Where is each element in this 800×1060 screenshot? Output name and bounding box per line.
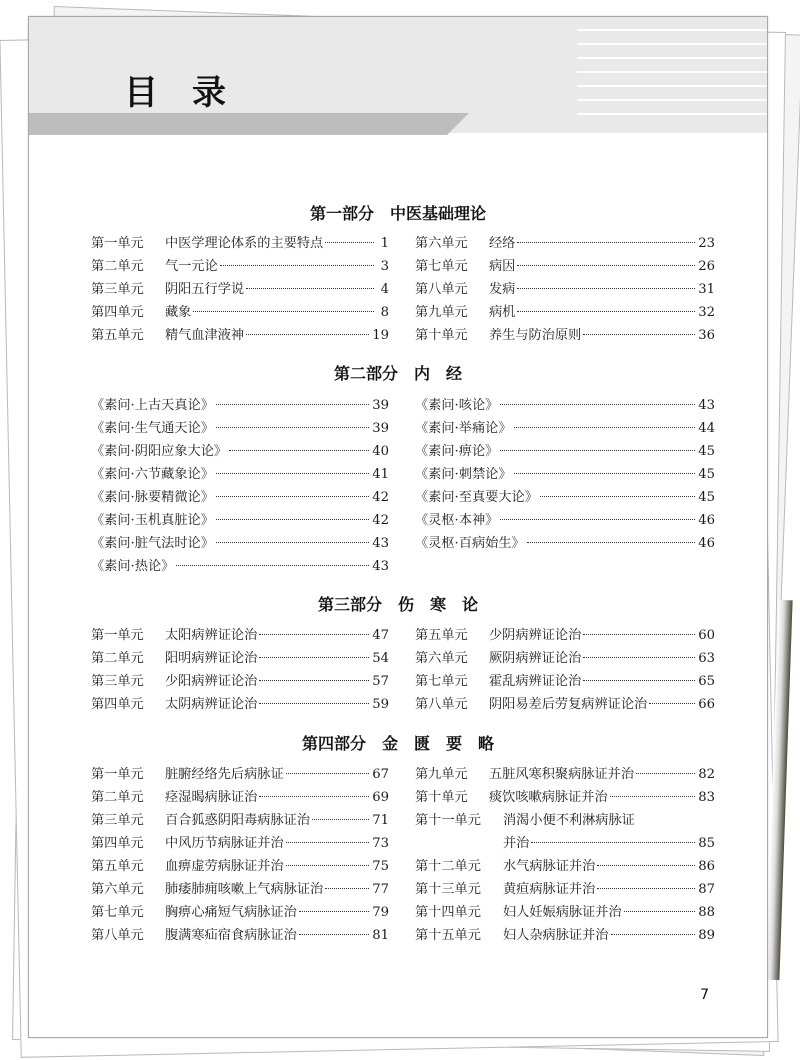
toc-entry[interactable] <box>415 278 715 301</box>
toc-entry[interactable] <box>415 763 715 786</box>
entry-page: 41 <box>372 467 389 482</box>
entry-title: 阳明病辨证论治 <box>165 651 258 666</box>
leader-dots <box>259 796 369 797</box>
entry-unit: 第五单元 <box>91 328 144 343</box>
leader-dots <box>193 311 374 312</box>
entry-title: 百合狐惑阴阳毒病脉证治 <box>165 813 311 828</box>
entry-unit: 第八单元 <box>91 928 144 943</box>
toc-entry[interactable] <box>91 509 389 532</box>
leader-dots <box>216 404 369 405</box>
toc-entry[interactable] <box>415 486 715 509</box>
entry-title: 《素问·玉机真脏论》 <box>91 513 214 528</box>
toc-entry[interactable] <box>91 486 389 509</box>
entry-page: 46 <box>698 536 715 551</box>
entry-unit: 第十四单元 <box>415 905 481 920</box>
entry-unit: 第七单元 <box>415 259 468 274</box>
entry-page: 66 <box>698 697 715 712</box>
entry-unit: 第六单元 <box>415 651 468 666</box>
entry-title: 《素问·上古天真论》 <box>91 398 214 413</box>
entry-title: 《素问·痹论》 <box>415 444 499 459</box>
entry-page: 54 <box>372 651 389 666</box>
entry-page: 40 <box>372 444 389 459</box>
leader-dots <box>220 265 374 266</box>
entry-title: 黄疸病脉证并治 <box>503 882 596 897</box>
toc-entry[interactable] <box>415 878 715 901</box>
entry-page: 44 <box>698 421 715 436</box>
leader-dots <box>531 842 695 843</box>
entry-page: 8 <box>380 305 389 320</box>
leader-dots <box>517 265 695 266</box>
entry-title: 《素问·举痛论》 <box>415 421 512 436</box>
toc-entry[interactable] <box>91 278 389 301</box>
toc-entry[interactable] <box>415 509 715 532</box>
toc-entry[interactable] <box>91 878 389 901</box>
entry-page: 45 <box>698 467 715 482</box>
entry-page: 89 <box>698 928 715 943</box>
entry-page: 31 <box>698 282 715 297</box>
toc-entry[interactable] <box>91 232 389 255</box>
leader-dots <box>216 496 369 497</box>
leader-dots <box>246 334 369 335</box>
leader-dots <box>517 242 695 243</box>
toc-entry[interactable] <box>91 786 389 809</box>
leader-dots <box>514 473 696 474</box>
entry-unit: 第三单元 <box>91 813 144 828</box>
entry-unit: 第一单元 <box>91 628 144 643</box>
entry-title: 少阴病辨证论治 <box>489 628 582 643</box>
section-title: 第二部分 内 经 <box>333 364 462 383</box>
toc-entry[interactable] <box>415 670 715 693</box>
toc-entry[interactable] <box>91 417 389 440</box>
toc-entry[interactable] <box>415 901 715 924</box>
entry-page: 39 <box>372 398 389 413</box>
leader-dots <box>216 519 369 520</box>
entry-unit: 第一单元 <box>91 767 144 782</box>
entry-title: 养生与防治原则 <box>489 328 582 343</box>
toc-entry[interactable] <box>415 693 715 716</box>
entry-title: 脏腑经络先后病脉证 <box>165 767 284 782</box>
leader-dots <box>636 773 695 774</box>
entry-page: 67 <box>372 767 389 782</box>
entry-title: 太阴病辨证论治 <box>165 697 258 712</box>
entry-page: 59 <box>372 697 389 712</box>
entry-page: 1 <box>380 236 389 251</box>
entry-title: 中风历节病脉证并治 <box>165 836 284 851</box>
entry-page: 19 <box>372 328 389 343</box>
entry-unit: 第十三单元 <box>415 882 481 897</box>
entry-unit: 第五单元 <box>415 628 468 643</box>
entry-unit: 第十二单元 <box>415 859 481 874</box>
entry-unit: 第六单元 <box>91 882 144 897</box>
leader-dots <box>517 288 695 289</box>
toc-entry[interactable] <box>415 809 715 832</box>
leader-dots <box>649 703 695 704</box>
entry-unit: 第十单元 <box>415 790 468 805</box>
toc-entry[interactable] <box>91 855 389 878</box>
entry-page: 87 <box>698 882 715 897</box>
toc-entry[interactable] <box>91 647 389 670</box>
entry-page: 57 <box>372 674 389 689</box>
entry-unit: 第一单元 <box>91 236 144 251</box>
entry-title: 《素问·阴阳应象大论》 <box>91 444 228 459</box>
entry-unit: 第十单元 <box>415 328 468 343</box>
toc-column-right <box>415 624 715 716</box>
entry-page: 45 <box>698 490 715 505</box>
toc-entry[interactable] <box>415 463 715 486</box>
entry-page: 26 <box>698 259 715 274</box>
entry-unit: 第四单元 <box>91 697 144 712</box>
entry-page: 36 <box>698 328 715 343</box>
entry-page: 86 <box>698 859 715 874</box>
leader-dots <box>286 865 370 866</box>
toc-entry[interactable] <box>91 255 389 278</box>
leader-dots <box>597 888 695 889</box>
toc-entry[interactable] <box>91 763 389 786</box>
toc-entry[interactable] <box>415 301 715 324</box>
leader-dots <box>176 565 369 566</box>
leader-dots <box>286 773 370 774</box>
toc-entry[interactable] <box>415 440 715 463</box>
page-title: 目录 <box>124 73 260 113</box>
toc-entry[interactable] <box>415 924 715 947</box>
toc-entry[interactable] <box>415 232 715 255</box>
leader-dots <box>259 634 369 635</box>
leader-dots <box>259 680 369 681</box>
toc-entry[interactable] <box>415 394 715 417</box>
toc-entry[interactable] <box>415 786 715 809</box>
entry-title: 血痹虚劳病脉证并治 <box>165 859 284 874</box>
leader-dots <box>259 657 369 658</box>
toc-entry[interactable] <box>91 670 389 693</box>
entry-page: 75 <box>372 859 389 874</box>
page-number: 7 <box>700 987 709 1003</box>
section-title: 第一部分 中医基础理论 <box>309 204 486 223</box>
entry-title: 五脏风寒积聚病脉证并治 <box>489 767 635 782</box>
entry-title: 病机 <box>489 305 516 320</box>
entry-title: 妇人杂病脉证并治 <box>503 928 609 943</box>
entry-title: 《素问·热论》 <box>91 559 175 574</box>
leader-dots <box>583 680 695 681</box>
leader-dots <box>611 934 696 935</box>
toc-page <box>28 16 768 1038</box>
entry-unit: 第七单元 <box>415 674 468 689</box>
entry-title: 腹满寒疝宿食病脉证治 <box>165 928 297 943</box>
entry-page: 23 <box>698 236 715 251</box>
leader-dots <box>216 542 369 543</box>
toc-entry-continuation[interactable] <box>415 832 715 855</box>
entry-title: 胸痹心痛短气病脉证治 <box>165 905 297 920</box>
entry-title: 《素问·六节藏象论》 <box>91 467 214 482</box>
toc-entry[interactable] <box>91 324 389 347</box>
toc-entry[interactable] <box>415 624 715 647</box>
entry-title: 痉湿暍病脉证治 <box>165 790 258 805</box>
toc-entry[interactable] <box>415 532 715 555</box>
section-title: 第三部分 伤 寒 论 <box>317 595 478 614</box>
leader-dots <box>216 427 369 428</box>
toc-column-left <box>91 232 389 347</box>
entry-unit: 第七单元 <box>91 905 144 920</box>
entry-page: 63 <box>698 651 715 666</box>
leader-dots <box>500 404 695 405</box>
entry-title: 藏象 <box>165 305 192 320</box>
entry-page: 45 <box>698 444 715 459</box>
entry-title: 并治 <box>503 836 530 851</box>
toc-entry[interactable] <box>91 301 389 324</box>
entry-title: 气一元论 <box>165 259 218 274</box>
entry-page: 43 <box>372 559 389 574</box>
entry-title: 精气血津液神 <box>165 328 245 343</box>
entry-title: 少阳病辨证论治 <box>165 674 258 689</box>
entry-unit: 第六单元 <box>415 236 468 251</box>
toc-column-left <box>91 394 389 578</box>
leader-dots <box>540 496 695 497</box>
entry-title: 《素问·脏气法时论》 <box>91 536 214 551</box>
entry-page: 69 <box>372 790 389 805</box>
toc-entry[interactable] <box>91 924 389 947</box>
toc-entry[interactable] <box>415 647 715 670</box>
entry-title: 《素问·脉要精微论》 <box>91 490 214 505</box>
leader-dots <box>325 888 369 889</box>
entry-title: 《素问·刺禁论》 <box>415 467 512 482</box>
entry-page: 32 <box>698 305 715 320</box>
entry-page: 4 <box>380 282 389 297</box>
toc-entry[interactable] <box>91 693 389 716</box>
leader-dots <box>500 450 695 451</box>
entry-title: 《素问·至真要大论》 <box>415 490 538 505</box>
entry-page: 60 <box>698 628 715 643</box>
entry-page: 85 <box>698 836 715 851</box>
entry-title: 阴阳五行学说 <box>165 282 245 297</box>
entry-page: 3 <box>380 259 389 274</box>
entry-title: 发病 <box>489 282 516 297</box>
toc-entry[interactable] <box>91 440 389 463</box>
entry-page: 47 <box>372 628 389 643</box>
header-strip <box>29 113 469 135</box>
toc-column-left <box>91 624 389 716</box>
entry-title: 霍乱病辨证论治 <box>489 674 582 689</box>
toc-entry[interactable] <box>91 901 389 924</box>
toc-entry[interactable] <box>91 809 389 832</box>
entry-unit: 第四单元 <box>91 836 144 851</box>
entry-title: 痰饮咳嗽病脉证并治 <box>489 790 608 805</box>
entry-unit: 第二单元 <box>91 790 144 805</box>
toc-entry[interactable] <box>91 555 389 578</box>
entry-title: 太阳病辨证论治 <box>165 628 258 643</box>
entry-title: 消渴小便不利淋病脉证 <box>503 813 635 828</box>
entry-unit: 第三单元 <box>91 282 144 297</box>
entry-unit: 第二单元 <box>91 259 144 274</box>
entry-page: 71 <box>372 813 389 828</box>
entry-page: 73 <box>372 836 389 851</box>
leader-dots <box>610 796 696 797</box>
entry-page: 82 <box>698 767 715 782</box>
entry-page: 43 <box>698 398 715 413</box>
leader-dots <box>583 334 695 335</box>
entry-unit: 第十五单元 <box>415 928 481 943</box>
entry-title: 肺痿肺痈咳嗽上气病脉证治 <box>165 882 324 897</box>
leader-dots <box>583 634 695 635</box>
entry-title: 妇人妊娠病脉证并治 <box>503 905 622 920</box>
toc-entry[interactable] <box>415 855 715 878</box>
leader-dots <box>229 450 369 451</box>
leader-dots <box>216 473 369 474</box>
toc-entry[interactable] <box>415 324 715 347</box>
leader-dots <box>500 519 695 520</box>
entry-page: 65 <box>698 674 715 689</box>
entry-page: 83 <box>698 790 715 805</box>
leader-dots <box>527 542 696 543</box>
toc-column-right <box>415 232 715 347</box>
entry-unit: 第三单元 <box>91 674 144 689</box>
entry-page: 88 <box>698 905 715 920</box>
entry-unit: 第二单元 <box>91 651 144 666</box>
entry-page: 46 <box>698 513 715 528</box>
toc-entry[interactable] <box>415 417 715 440</box>
entry-page: 77 <box>372 882 389 897</box>
entry-title: 《灵枢·本神》 <box>415 513 499 528</box>
leader-dots <box>325 242 374 243</box>
toc-column-right <box>415 394 715 555</box>
entry-title: 水气病脉证并治 <box>503 859 596 874</box>
leader-dots <box>624 911 696 912</box>
entry-title: 《灵枢·百病始生》 <box>415 536 525 551</box>
entry-page: 81 <box>372 928 389 943</box>
leader-dots <box>299 934 369 935</box>
entry-unit: 第五单元 <box>91 859 144 874</box>
entry-title: 阴阳易差后劳复病辨证论治 <box>489 697 648 712</box>
entry-page: 43 <box>372 536 389 551</box>
entry-title: 中医学理论体系的主要特点 <box>165 236 324 251</box>
entry-title: 《素问·生气通天论》 <box>91 421 214 436</box>
leader-dots <box>246 288 374 289</box>
header-decoration <box>577 17 767 117</box>
entry-unit: 第十一单元 <box>415 813 481 828</box>
toc-entry[interactable] <box>91 624 389 647</box>
leader-dots <box>597 865 695 866</box>
entry-unit: 第四单元 <box>91 305 144 320</box>
leader-dots <box>299 911 369 912</box>
entry-unit: 第八单元 <box>415 282 468 297</box>
leader-dots <box>286 842 370 843</box>
toc-entry[interactable] <box>91 832 389 855</box>
entry-unit: 第九单元 <box>415 305 468 320</box>
entry-page: 42 <box>372 490 389 505</box>
entry-page: 39 <box>372 421 389 436</box>
leader-dots <box>583 657 695 658</box>
toc-column-left <box>91 763 389 947</box>
entry-title: 经络 <box>489 236 516 251</box>
entry-title: 《素问·咳论》 <box>415 398 499 413</box>
leader-dots <box>312 819 369 820</box>
toc-entry[interactable] <box>91 394 389 417</box>
toc-entry[interactable] <box>415 255 715 278</box>
leader-dots <box>517 311 695 312</box>
toc-entry[interactable] <box>91 463 389 486</box>
entry-title: 病因 <box>489 259 516 274</box>
toc-entry[interactable] <box>91 532 389 555</box>
entry-page: 42 <box>372 513 389 528</box>
entry-unit: 第八单元 <box>415 697 468 712</box>
toc-column-right <box>415 763 715 947</box>
entry-unit: 第九单元 <box>415 767 468 782</box>
entry-title: 厥阴病辨证论治 <box>489 651 582 666</box>
leader-dots <box>259 703 369 704</box>
leader-dots <box>514 427 696 428</box>
section-title: 第四部分 金 匮 要 略 <box>301 734 494 753</box>
entry-page: 79 <box>372 905 389 920</box>
